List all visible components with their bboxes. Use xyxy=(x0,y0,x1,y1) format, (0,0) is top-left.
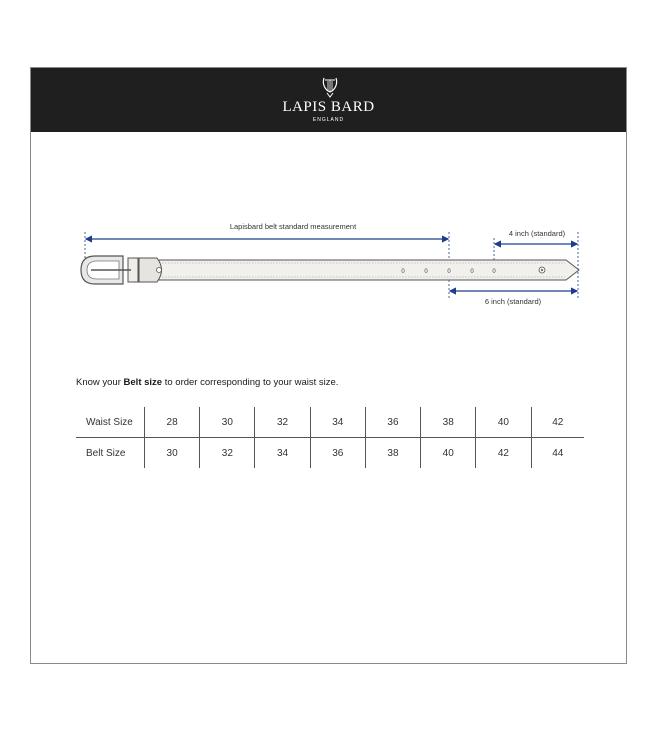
hole-label: 0 xyxy=(470,269,474,275)
four-inch-label: 4 inch (standard) xyxy=(508,229,566,238)
size-cell: 40 xyxy=(476,407,531,438)
size-cell: 38 xyxy=(365,438,420,469)
hole-label: 0 xyxy=(492,269,496,275)
size-cell: 42 xyxy=(476,438,531,469)
size-guide-frame xyxy=(30,67,627,664)
size-cell: 34 xyxy=(310,407,365,438)
hole-label: 0 xyxy=(424,269,428,275)
size-cell: 30 xyxy=(145,438,200,469)
size-table xyxy=(76,407,584,468)
size-cell: 40 xyxy=(421,438,476,469)
size-cell: 36 xyxy=(365,407,420,438)
standard-measurement-label: Lapisbard belt standard measurement xyxy=(229,222,357,231)
hole-label: 0 xyxy=(401,269,405,275)
belt-size-row xyxy=(76,438,584,469)
size-cell: 28 xyxy=(145,407,200,438)
size-cell: 30 xyxy=(200,407,255,438)
belt-measurement-diagram xyxy=(31,198,628,313)
size-cell: 32 xyxy=(200,438,255,469)
brand-tagline: ENGLAND xyxy=(312,117,345,123)
size-guide-intro: Know your Belt size to order corresponding to your waist size. xyxy=(76,377,339,388)
size-cell: 32 xyxy=(255,407,310,438)
brand-header xyxy=(31,68,626,132)
waist-size-row xyxy=(76,407,584,438)
size-cell: 42 xyxy=(531,407,584,438)
lyre-icon xyxy=(319,76,341,98)
row-label: Belt Size xyxy=(86,447,126,459)
rivet-icon xyxy=(157,268,162,273)
size-cell: 38 xyxy=(421,407,476,438)
six-inch-label: 6 inch (standard) xyxy=(484,297,542,306)
size-cell: 34 xyxy=(255,438,310,469)
hole-label: 0 xyxy=(447,269,451,275)
size-cell: 36 xyxy=(310,438,365,469)
size-cell: 44 xyxy=(531,438,584,469)
brand-name: LAPIS BARD xyxy=(282,99,375,115)
row-label: Waist Size xyxy=(76,407,145,438)
